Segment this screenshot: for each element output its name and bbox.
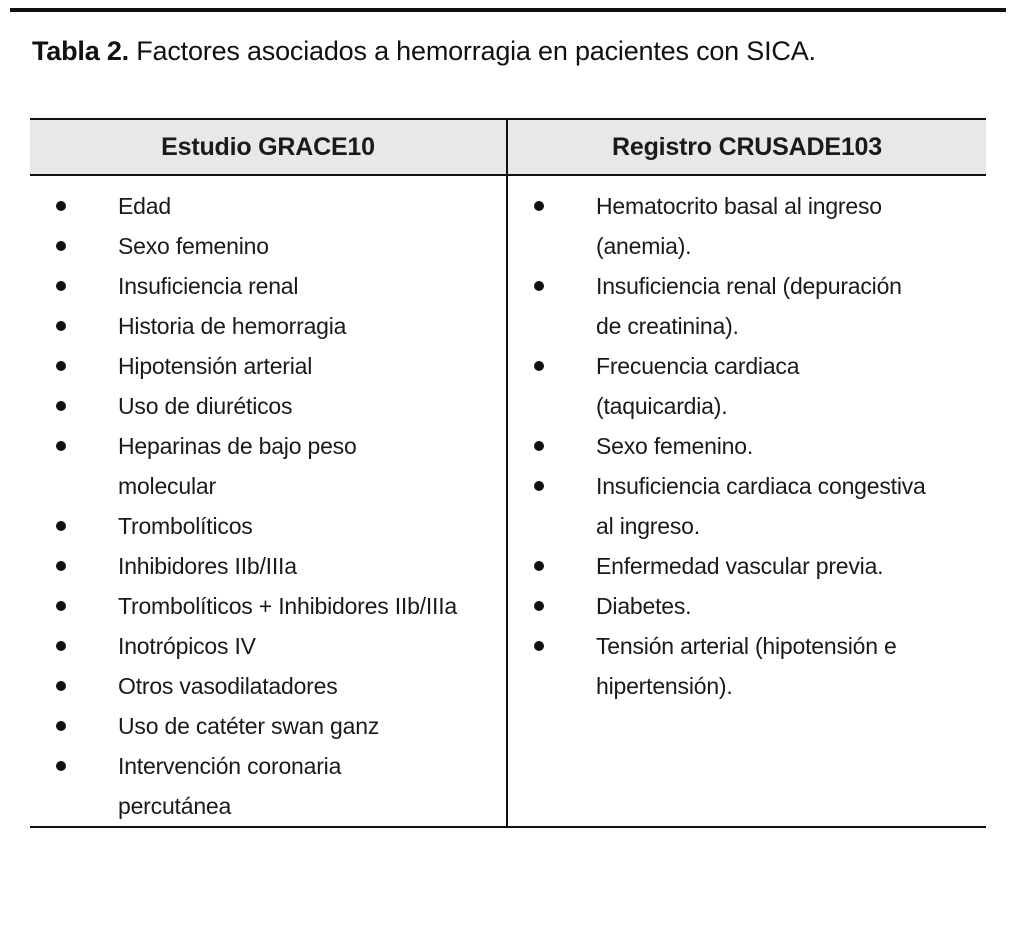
list-item-text: Hipotensión arterial bbox=[118, 353, 313, 379]
bullet-icon bbox=[534, 641, 544, 651]
bullet-icon bbox=[56, 401, 66, 411]
list-item bbox=[508, 266, 986, 346]
column-header-grace: Estudio GRACE10 bbox=[30, 120, 508, 174]
list-item-text: Diabetes. bbox=[596, 593, 692, 619]
column-header-crusade: Registro CRUSADE103 bbox=[612, 133, 882, 161]
bullet-icon bbox=[534, 601, 544, 611]
bullet-icon bbox=[56, 441, 66, 451]
bullet-icon bbox=[56, 321, 66, 331]
list-item bbox=[30, 386, 506, 426]
table-caption-label: Tabla 2. bbox=[32, 36, 129, 66]
bullet-icon bbox=[534, 281, 544, 291]
list-item-text: Intervención coronaria percutánea bbox=[118, 753, 342, 819]
list-item-text: Otros vasodilatadores bbox=[118, 673, 338, 699]
list-item bbox=[30, 586, 506, 626]
list-item bbox=[30, 746, 506, 826]
list-item-text: Sexo femenino bbox=[118, 233, 269, 259]
list-item-text: Insuficiencia renal (depuración de creatinina). bbox=[596, 273, 902, 339]
list-item-text: Trombolíticos bbox=[118, 513, 253, 539]
top-divider-rule bbox=[10, 8, 1006, 12]
list-item bbox=[30, 706, 506, 746]
list-item-text: Uso de diuréticos bbox=[118, 393, 293, 419]
bullet-icon bbox=[56, 761, 66, 771]
list-item bbox=[30, 426, 506, 506]
list-item-text: Uso de catéter swan ganz bbox=[118, 713, 380, 739]
list-item bbox=[30, 226, 506, 266]
bullet-icon bbox=[56, 201, 66, 211]
list-item-text: Trombolíticos + Inhibidores IIb/IIIa bbox=[118, 593, 458, 619]
list-item bbox=[30, 546, 506, 586]
list-item bbox=[30, 626, 506, 666]
bullet-icon bbox=[534, 361, 544, 371]
list-item bbox=[30, 266, 506, 306]
list-item bbox=[508, 426, 986, 466]
bullet-icon bbox=[56, 281, 66, 291]
list-item-text: Historia de hemorragia bbox=[118, 313, 347, 339]
bullet-icon bbox=[534, 201, 544, 211]
bullet-icon bbox=[56, 361, 66, 371]
list-item bbox=[508, 626, 986, 706]
column-grace-list bbox=[30, 176, 508, 826]
bullet-icon bbox=[56, 561, 66, 571]
list-item-text: Inhibidores IIb/IIIa bbox=[118, 553, 297, 579]
list-item-text: Edad bbox=[118, 193, 171, 219]
list-item bbox=[30, 506, 506, 546]
list-item bbox=[30, 346, 506, 386]
list-item-text: Insuficiencia renal bbox=[118, 273, 299, 299]
list-item bbox=[30, 306, 506, 346]
bullet-icon bbox=[56, 241, 66, 251]
table-body bbox=[30, 176, 986, 828]
list-item-text: Tensión arterial (hipotensión e hipertensión). bbox=[596, 633, 897, 699]
list-item bbox=[508, 586, 986, 626]
list-item-text: Inotrópicos IV bbox=[118, 633, 256, 659]
list-item bbox=[508, 546, 986, 586]
list-item-text: Hematocrito basal al ingreso (anemia). bbox=[596, 193, 882, 259]
bullet-icon bbox=[56, 681, 66, 691]
table-caption bbox=[32, 34, 996, 68]
bullet-icon bbox=[56, 601, 66, 611]
bullet-icon bbox=[56, 521, 66, 531]
list-item-text: Enfermedad vascular previa. bbox=[596, 553, 884, 579]
list-item bbox=[508, 346, 986, 426]
list-item-text: Heparinas de bajo peso molecular bbox=[118, 433, 357, 499]
bullet-icon bbox=[56, 641, 66, 651]
bullet-icon bbox=[56, 721, 66, 731]
list-item-text: Frecuencia cardiaca (taquicardia). bbox=[596, 353, 800, 419]
list-item-text: Sexo femenino. bbox=[596, 433, 754, 459]
table-caption-text: Factores asociados a hemorragia en pacientes con SICA. bbox=[136, 36, 816, 66]
bullet-icon bbox=[534, 441, 544, 451]
list-item-text: Insuficiencia cardiaca congestiva al ingreso. bbox=[596, 473, 926, 539]
bullet-icon bbox=[534, 561, 544, 571]
list-item bbox=[30, 186, 506, 226]
column-crusade-list bbox=[508, 176, 986, 826]
list-item bbox=[508, 466, 986, 546]
list-item bbox=[30, 666, 506, 706]
factors-table bbox=[30, 118, 986, 828]
table-header-row bbox=[30, 118, 986, 176]
bullet-icon bbox=[534, 481, 544, 491]
list-item bbox=[508, 186, 986, 266]
